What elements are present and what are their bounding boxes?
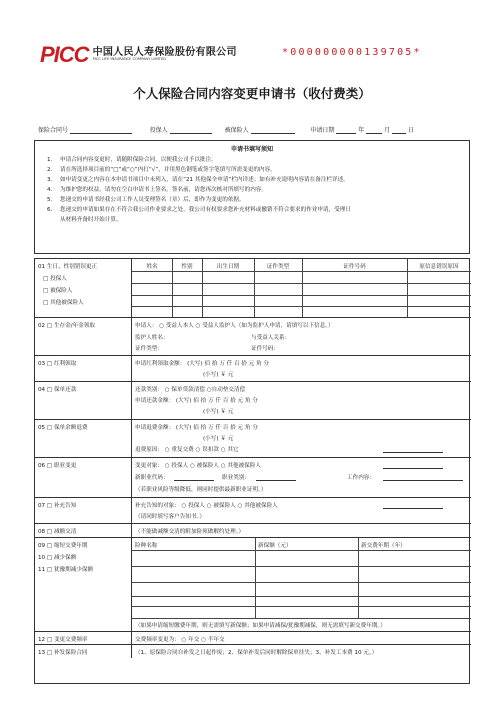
page-title: 个人保险合同内容变更申请书（收付费类） [133, 86, 371, 101]
insured-field[interactable] [251, 127, 295, 134]
refund-amount-capital[interactable]: 申请退费金额： (大写) 佰 拾 万 仟 百 拾 元 角 分 [135, 425, 258, 431]
applicant-field[interactable] [170, 127, 212, 134]
section-04-label[interactable]: 04 □ 保单还款 [38, 387, 77, 393]
change-form-table [34, 258, 470, 684]
picc-logo-mark: PICC [40, 42, 89, 67]
section-13-label[interactable]: 13 □ 补发保险合同 [38, 650, 88, 656]
section-06-label[interactable]: 06 □ 职业变更 [38, 463, 77, 469]
repayment-amount-capital[interactable]: 申请还款金额： (大写) 佰 拾 万 仟 百 拾 元 角 分 [135, 398, 258, 404]
coverage-change-grid [132, 538, 471, 631]
job-content-field[interactable] [383, 474, 463, 481]
col-gender: 性别 [181, 264, 193, 270]
disclosure-target-options[interactable]: 补充告知的对象： ○ 投保人 ○ 被保险人 ○ 其他被保险人 [135, 503, 278, 509]
occupation-other-insured-field[interactable] [383, 462, 443, 469]
apply-date-label: 申请日期 [310, 127, 335, 134]
occupation-change-target-options[interactable]: 变更对象： ○ 投保人 ○ 被保险人 ○ 其他被保险人 [135, 463, 261, 469]
year-field[interactable] [336, 127, 356, 134]
company-name-cn: 中国人民人寿保险股份有限公司 [92, 46, 237, 58]
company-logo [40, 42, 237, 68]
section-05 [35, 419, 471, 457]
disclosure-note: （请同时填写客户告知书。） [135, 514, 205, 520]
occupation-class-field[interactable] [256, 474, 296, 481]
repayment-type-options[interactable]: 还款类别： ○ 保单贷款清偿 ○自动垫交清偿 [135, 387, 246, 393]
instructions-box [34, 140, 470, 254]
company-name-en: PICC LIFE INSURANCE COMPANY LIMITED [92, 57, 166, 62]
instruction-item: 从材料齐备时开始计算。 [60, 217, 122, 223]
dividend-amount-figure[interactable]: (小写) ￥ 元 [203, 372, 234, 378]
occupation-note: （若职业风险等级降低，则同时提供最新职业证明。） [135, 487, 267, 493]
refund-reason-options[interactable]: 退费原因： ○ 重复交费 ○ 误扣款 ○ 其它 [135, 447, 239, 453]
guardian-id-type-label: 证件类型： [135, 346, 163, 352]
section-06 [35, 457, 471, 497]
refund-other-reason-field[interactable] [383, 446, 443, 453]
option-insured[interactable]: □ 被保险人 [43, 288, 73, 294]
section-09-11 [35, 537, 471, 631]
annuity-applicant-options[interactable]: 申请人： ○ 受益人本人 ○ 受益人监护人（如为监护人申请，请填写以下信息。） [135, 323, 334, 329]
section-04 [35, 381, 471, 419]
refund-amount-figure[interactable]: (小写) ￥ 元 [203, 436, 234, 442]
guardian-name-label: 监护人姓名： [135, 335, 169, 341]
section-08 [35, 523, 471, 537]
section-10-label[interactable]: 10 □ 减少保额 [38, 555, 77, 561]
day-field[interactable] [392, 127, 406, 134]
section-08-label[interactable]: 08 □ 减额交清 [38, 529, 77, 535]
new-occupation-code-label: 新职业代码： [135, 475, 169, 481]
option-other-insured[interactable]: □ 其他被保险人 [43, 300, 84, 306]
new-occupation-code-field[interactable] [174, 474, 214, 481]
section-01-label: 01 生日、性别错误更正 [38, 264, 98, 270]
section-13 [35, 644, 471, 685]
col-new-sum-insured: 新保额（元） [258, 543, 292, 549]
coverage-change-note: （如果申请缩短缴费年期，则无需填写新保额；如果申请减保/犹豫期减保，则无需填写新交费年期。） [135, 623, 386, 629]
repayment-amount-figure[interactable]: (小写) ￥ 元 [203, 409, 234, 415]
col-new-payment-term: 新交费年期（年） [361, 543, 406, 549]
section-03-label[interactable]: 03 □ 红利领取 [38, 361, 77, 367]
insured-label: 被保险人 [224, 127, 249, 134]
month-field[interactable] [366, 127, 382, 134]
section-09-label[interactable]: 09 □ 缩短交费年期 [38, 543, 88, 549]
instruction-item: 2. 请在所选择项目前的“□”或“○”内打“√”，并用黑色钢笔或签字笔填写所需变更的内容。 [47, 167, 276, 173]
occupation-class-label: 职业类别： [222, 475, 250, 481]
policy-no-label: 保险合同号 [38, 127, 69, 134]
disclosure-other-insured-field[interactable] [383, 502, 443, 509]
col-error-reason: 原信息错误原因 [419, 264, 459, 270]
instructions-title: 申请书填写须知 [230, 146, 273, 153]
col-birth-date: 出生日期 [216, 264, 240, 270]
section-12-label[interactable]: 12 □ 变更交费频率 [38, 637, 88, 643]
section-02-label[interactable]: 02 □ 生存金/年金领取 [38, 323, 96, 329]
month-label: 月 [384, 127, 391, 134]
instruction-item: 5. 您递交的申请书经我公司工作人员受理签名（章）后，即作为变更的依据。 [47, 197, 245, 203]
policy-info-line [38, 125, 470, 134]
dividend-amount-capital[interactable]: 申请红利领取金额： (大写) 佰 拾 万 仟 百 拾 元 角 分 [135, 361, 270, 367]
section-07-label[interactable]: 07 □ 补充告知 [38, 503, 77, 509]
applicant-label: 投保人 [149, 127, 168, 134]
option-applicant[interactable]: □ 投保人 [43, 276, 67, 282]
birth-gender-grid [132, 259, 471, 317]
section-02 [35, 317, 471, 355]
guardian-relation-label: 与受益人关系： [251, 335, 291, 341]
instruction-item: 4. 为维护您的权益，请勿在空白申请书上签名。签名前，请您再次核对所填写的内容。 [47, 187, 267, 193]
section-01 [35, 259, 471, 317]
reissue-policy-note: （1、原保险合同自补发之日起作废；2、保单补发后同时解除保单挂失；3、补发工本费 10 元。） [135, 650, 378, 656]
policy-no-field[interactable] [70, 127, 132, 134]
guardian-id-number-label: 证件号码： [251, 346, 279, 352]
serial-number: *000000000139705* [282, 47, 422, 58]
section-11-label[interactable]: 11 □ 犹豫期减少保额 [38, 567, 94, 573]
section-05-label[interactable]: 05 □ 保单余额退费 [38, 425, 88, 431]
reduced-paid-up-note: （不能做减额交清的附加险须做解约处理。） [135, 529, 245, 535]
day-label: 日 [407, 127, 414, 134]
section-07 [35, 497, 471, 523]
instruction-item: 6. 您递交的申请如果存在不符合我公司作业要求之处，我公司有权要求您补充材料或撤销不符合要求的作业申请，受理日 [47, 207, 351, 213]
instruction-item: 1. 申请合同内容变更时，请随附保险合同，以便我公司予以批注。 [47, 157, 217, 163]
payment-frequency-options[interactable]: 交费频率变更为： ○ 年交 ○ 半年交 [135, 637, 225, 643]
col-name: 姓名 [146, 264, 158, 270]
section-12 [35, 631, 471, 644]
year-label: 年 [358, 127, 365, 134]
col-id-type: 证件类型 [266, 264, 290, 270]
section-03 [35, 355, 471, 381]
col-product-name: 险种名称 [135, 543, 158, 549]
instruction-item: 3. 如申请变更之内容在本申请书项目中未列入，请在“21 其他保全申请”栏内详述；如有补充说明内容请在备注栏详述。 [47, 177, 349, 183]
job-content-label: 工作内容： [347, 475, 375, 481]
col-id-number: 证件号码 [343, 264, 366, 270]
